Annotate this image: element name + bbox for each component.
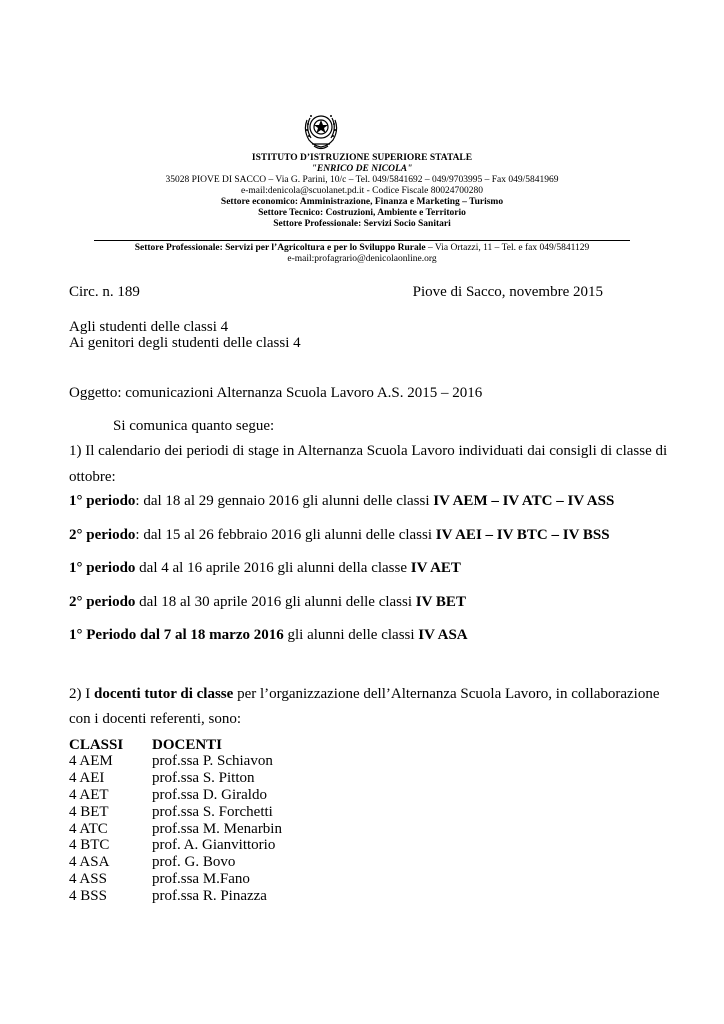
class-cell: 4 AET bbox=[69, 787, 109, 803]
teacher-cell: prof.ssa P. Schiavon bbox=[152, 753, 273, 769]
table-row bbox=[69, 770, 255, 786]
place-date: Piove di Sacco, novembre 2015 bbox=[412, 284, 603, 300]
table-row bbox=[69, 787, 267, 803]
period-label: 2° periodo bbox=[69, 594, 136, 610]
class-cell: 4 AEM bbox=[69, 753, 113, 769]
table-row bbox=[69, 888, 267, 904]
sector-economic: Settore economico: Amministrazione, Finanza e Marketing – Turismo bbox=[220, 197, 504, 207]
class-cell: 4 BET bbox=[69, 804, 109, 820]
period-line bbox=[69, 559, 461, 577]
period-line bbox=[69, 492, 614, 510]
institute-name: "ENRICO DE NICOLA" bbox=[311, 164, 413, 174]
institute-email-fiscal: e-mail:denicola@scuolanet.pd.it - Codice Fiscale 80024700280 bbox=[241, 186, 483, 196]
table-row bbox=[69, 837, 275, 853]
institute-type: ISTITUTO D’ISTRUZIONE SUPERIORE STATALE bbox=[251, 153, 473, 163]
point2-prefix: 2) I bbox=[69, 686, 94, 702]
class-cell: 4 BSS bbox=[69, 888, 107, 904]
period-classes: IV ASA bbox=[418, 627, 468, 643]
period-line bbox=[69, 626, 468, 644]
period-label: 2° periodo bbox=[69, 527, 136, 543]
intro-text: Si comunica quanto segue: bbox=[113, 418, 275, 434]
column-header-classes: CLASSI bbox=[69, 737, 124, 753]
sector-professional: Settore Professionale: Servizi Socio Sanitari bbox=[273, 219, 451, 229]
column-header-teachers: DOCENTI bbox=[152, 737, 223, 753]
teacher-cell: prof.ssa S. Forchetti bbox=[152, 804, 273, 820]
period-line bbox=[69, 526, 610, 544]
period-label: 1° Periodo dal 7 al 18 marzo 2016 bbox=[69, 627, 284, 643]
class-cell: 4 ASS bbox=[69, 871, 107, 887]
table-row bbox=[69, 804, 273, 820]
period-label: 1° periodo bbox=[69, 560, 136, 576]
point2-rest: per l’organizzazione dell’Alternanza Scuola Lavoro, in collaborazione bbox=[233, 686, 660, 702]
period-text: dal 18 al 30 aprile 2016 gli alunni delle classi bbox=[135, 594, 416, 610]
teacher-cell: prof.ssa D. Giraldo bbox=[152, 787, 267, 803]
sector-agriculture-email: e-mail:profagrario@denicolaonline.org bbox=[287, 254, 437, 264]
point2-bold: docenti tutor di classe bbox=[94, 686, 234, 702]
table-row bbox=[69, 871, 250, 887]
point1-line2: ottobre: bbox=[69, 469, 116, 485]
class-cell: 4 ATC bbox=[69, 821, 108, 837]
teacher-cell: prof.ssa M.Fano bbox=[152, 871, 250, 887]
sector-technical: Settore Tecnico: Costruzioni, Ambiente e Territorio bbox=[258, 208, 466, 218]
class-cell: 4 ASA bbox=[69, 854, 110, 870]
recipient-parents: Ai genitori degli studenti delle classi 4 bbox=[69, 335, 301, 351]
teacher-cell: prof. G. Bovo bbox=[152, 854, 236, 870]
period-classes: IV BET bbox=[415, 594, 466, 610]
period-classes: IV AET bbox=[410, 560, 461, 576]
period-text: dal 4 al 16 aprile 2016 gli alunni della classe bbox=[135, 560, 411, 576]
period-line bbox=[69, 593, 466, 611]
period-classes: IV AEI – IV BTC – IV BSS bbox=[435, 527, 610, 543]
period-classes: IV AEM – IV ATC – IV ASS bbox=[433, 493, 615, 509]
institute-address: 35028 PIOVE DI SACCO – Via G. Parini, 10/c – Tel. 049/5841692 – 049/9703995 – Fax 049/5841969 bbox=[165, 175, 559, 185]
subject-line: Oggetto: comunicazioni Alternanza Scuola Lavoro A.S. 2015 – 2016 bbox=[69, 385, 483, 401]
period-text: : dal 18 al 29 gennaio 2016 gli alunni delle classi bbox=[135, 493, 434, 509]
period-text: gli alunni delle classi bbox=[283, 627, 419, 643]
point1-line1: 1) Il calendario dei periodi di stage in Alternanza Scuola Lavoro individuati dai consigli di classe di bbox=[69, 443, 668, 459]
table-row bbox=[69, 753, 273, 769]
class-cell: 4 BTC bbox=[69, 837, 110, 853]
teacher-cell: prof.ssa M. Menarbin bbox=[152, 821, 282, 837]
recipient-students: Agli studenti delle classi 4 bbox=[69, 319, 229, 335]
period-text: : dal 15 al 26 febbraio 2016 gli alunni delle classi bbox=[135, 527, 436, 543]
tutor-table-header bbox=[69, 737, 222, 753]
teacher-cell: prof.ssa R. Pinazza bbox=[152, 888, 267, 904]
circular-number: Circ. n. 189 bbox=[69, 284, 140, 300]
teacher-cell: prof.ssa S. Pitton bbox=[152, 770, 255, 786]
sector-agriculture-address: – Via Ortazzi, 11 – Tel. e fax 049/5841129 bbox=[425, 243, 590, 253]
teacher-cell: prof. A. Gianvittorio bbox=[152, 837, 276, 853]
header-divider bbox=[94, 240, 630, 241]
point2-line1 bbox=[69, 685, 660, 703]
point2-line2: con i docenti referenti, sono: bbox=[69, 711, 242, 727]
sector-agriculture bbox=[0, 243, 724, 254]
sector-agriculture-title: Settore Professionale: Servizi per l’Agricoltura e per lo Sviluppo Rurale bbox=[134, 243, 426, 253]
class-cell: 4 AEI bbox=[69, 770, 105, 786]
republic-emblem-icon bbox=[300, 106, 342, 152]
table-row bbox=[69, 821, 282, 837]
period-label: 1° periodo bbox=[69, 493, 136, 509]
table-row bbox=[69, 854, 235, 870]
